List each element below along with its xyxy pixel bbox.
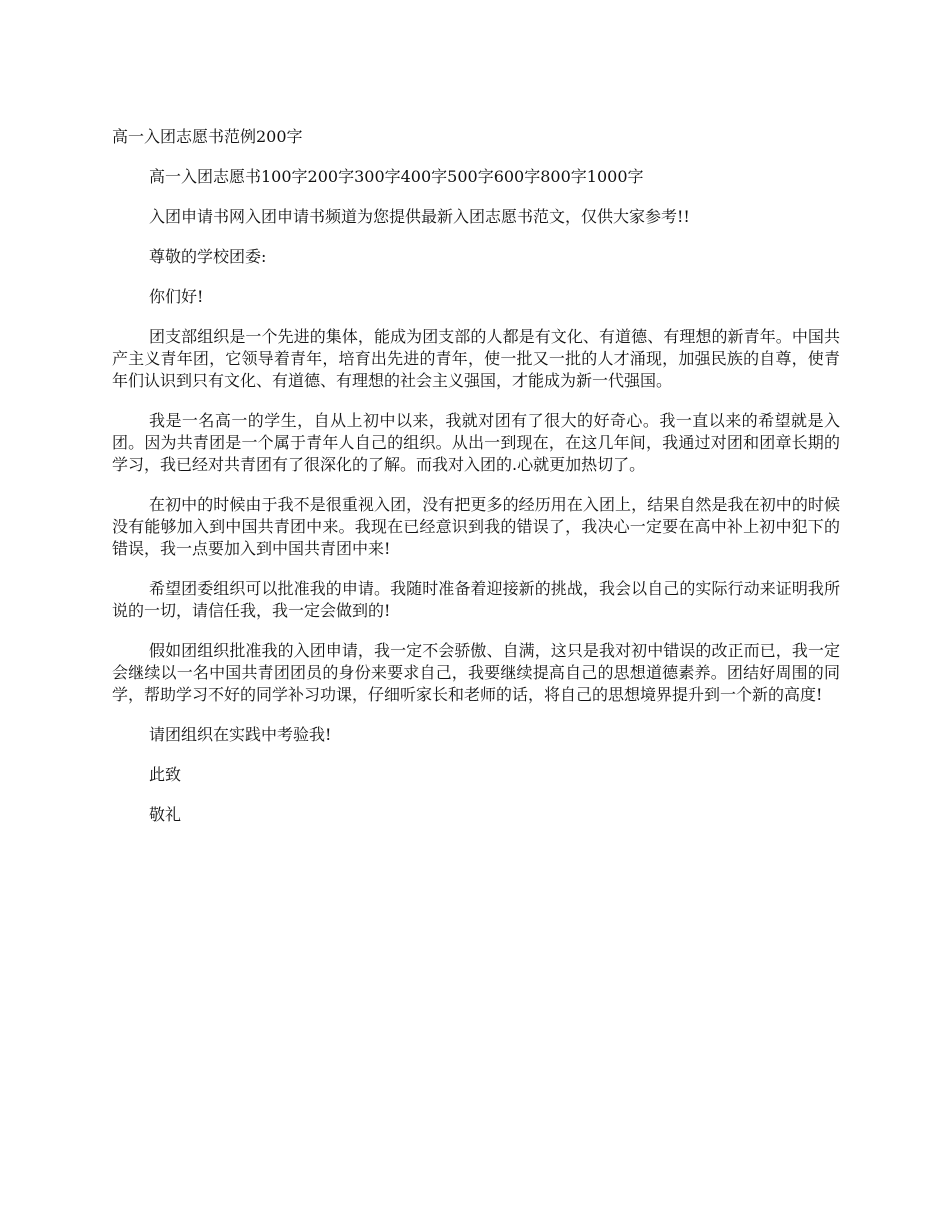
closing-line-1: 此致 xyxy=(149,765,182,784)
body-paragraph-1: 团支部组织是一个先进的集体，能成为团支部的人都是有文化、有道德、有理想的新青年。中国共产主义青年团，它领导着青年，培育出先进的青年，使一批又一批的人才涌现，加强民族的自尊，使青年们认识到只有文化、有道德、有理想的社会主义强国，才能成为新一代强国。 xyxy=(112,327,840,390)
body-paragraph-5: 假如团组织批准我的入团申请，我一定不会骄傲、自满，这只是我对初中错误的改正而已，我一定会继续以一名中国共青团团员的身份来要求自己，我要继续提高自己的思想道德素养。团结好周围的同学，帮助学习不好的同学补习功课，仔细听家长和老师的话，将自己的思想境界提升到一个新的高度! xyxy=(112,641,840,704)
body-paragraph-4: 希望团委组织可以批准我的申请。我随时准备着迎接新的挑战，我会以自己的实际行动来证明我所说的一切，请信任我，我一定会做到的! xyxy=(112,579,840,620)
subtitle-line: 高一入团志愿书100字200字300字400字500字600字800字1000字 xyxy=(149,167,644,186)
greeting: 你们好! xyxy=(149,287,204,306)
closing-request: 请团组织在实践中考验我! xyxy=(149,725,332,744)
body-paragraph-3: 在初中的时候由于我不是很重视入团，没有把更多的经历用在入团上，结果自然是我在初中的时候没有能够加入到中国共青团中来。我现在已经意识到我的错误了，我决心一定要在高中补上初中犯下的错误，我一点要加入到中国共青团中来! xyxy=(112,495,840,558)
document-title: 高一入团志愿书范例200字 xyxy=(112,127,303,146)
document-body xyxy=(112,126,840,844)
closing-line-2: 敬礼 xyxy=(149,805,182,824)
body-paragraph-2: 我是一名高一的学生，自从上初中以来，我就对团有了很大的好奇心。我一直以来的希望就是入团。因为共青团是一个属于青年人自己的组织。从出一到现在，在这几年间，我通过对团和团章长期的学习，我已经对共青团有了很深化的了解。而我对入团的.心就更加热切了。 xyxy=(112,411,840,474)
salutation: 尊敬的学校团委: xyxy=(149,247,267,266)
intro-line: 入团申请书网入团申请书频道为您提供最新入团志愿书范文，仅供大家参考!! xyxy=(149,207,690,226)
